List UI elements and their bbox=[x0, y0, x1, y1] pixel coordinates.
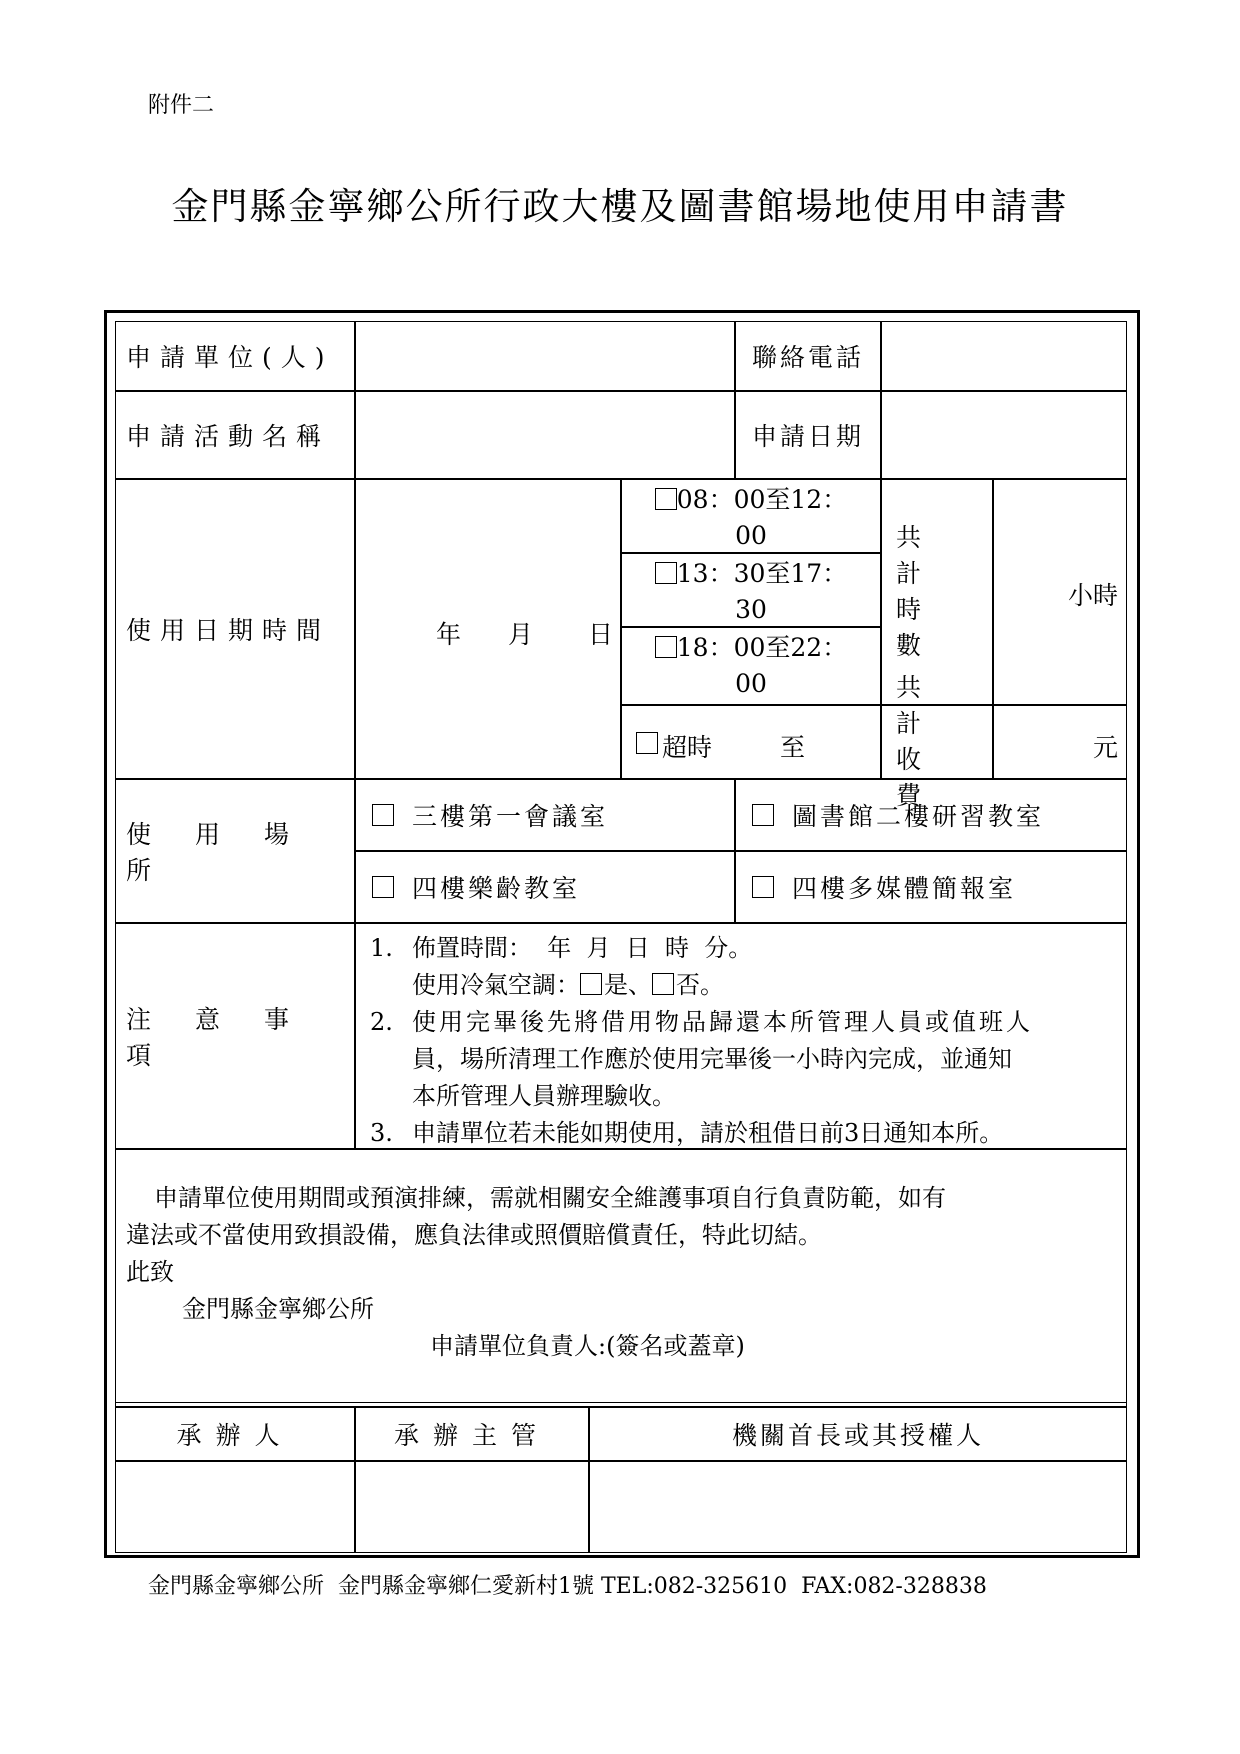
overtime-checkbox[interactable] bbox=[636, 732, 658, 754]
time-slot-afternoon[interactable] bbox=[621, 553, 881, 627]
phone-label: 聯絡電話 bbox=[735, 321, 881, 391]
phone-field[interactable] bbox=[881, 321, 1127, 391]
venue-option-2[interactable] bbox=[735, 779, 1127, 851]
note-2-line-1: 使用完畢後先將借用物品歸還本所管理人員或值班人 bbox=[412, 1008, 1033, 1036]
time-slot-morning[interactable] bbox=[621, 479, 881, 553]
time-slot-afternoon-end: 30 bbox=[735, 595, 767, 624]
total-hours-label-line1: 共計 bbox=[896, 523, 966, 588]
activity-name-label: 申請活動名稱 bbox=[115, 391, 355, 479]
fee-unit-label: 元 bbox=[1092, 733, 1118, 762]
venue-option-1-text: 三樓第一會議室 bbox=[412, 802, 609, 831]
note-2-line-3: 本所管理人員辦理驗收。 bbox=[412, 1082, 676, 1110]
activity-name-field[interactable] bbox=[355, 391, 735, 479]
time-slot-evening-checkbox[interactable] bbox=[655, 636, 677, 658]
venue-option-2-text: 圖書館二樓研習教室 bbox=[792, 802, 1045, 831]
venue-label bbox=[115, 779, 355, 923]
aircon-yes-checkbox[interactable] bbox=[580, 973, 602, 995]
time-slot-morning-text: 08：00至12： bbox=[676, 485, 848, 514]
aircon-label: 使用冷氣空調： bbox=[412, 971, 580, 999]
notes-label bbox=[115, 923, 355, 1149]
time-slot-evening-text: 18：00至22： bbox=[676, 633, 848, 662]
notes-label-text: 注意事項 bbox=[126, 1005, 334, 1070]
overtime-to-label: 至 bbox=[780, 733, 806, 762]
time-slot-morning-checkbox[interactable] bbox=[655, 488, 677, 510]
aircon-no-checkbox[interactable] bbox=[652, 973, 674, 995]
note-3-text: 申請單位若未能如期使用，請於租借日前3日通知本所。 bbox=[412, 1119, 1004, 1147]
head-signature-box[interactable] bbox=[589, 1461, 1127, 1553]
head-header: 機關首長或其授權人 bbox=[589, 1407, 1127, 1461]
venue-label-text: 使用場所 bbox=[126, 820, 334, 885]
venue-option-1-checkbox[interactable] bbox=[372, 804, 394, 826]
time-slot-evening[interactable] bbox=[621, 627, 881, 705]
venue-option-3[interactable] bbox=[355, 851, 735, 923]
venue-option-2-checkbox[interactable] bbox=[752, 804, 774, 826]
total-fee-label-line2: 收費 bbox=[896, 745, 966, 810]
overtime-field[interactable] bbox=[621, 705, 881, 779]
venue-option-3-text: 四樓樂齡教室 bbox=[412, 874, 581, 903]
total-fee-label-line1: 共計 bbox=[896, 673, 966, 738]
hours-unit-label: 小時 bbox=[1067, 581, 1118, 610]
venue-option-3-checkbox[interactable] bbox=[372, 876, 394, 898]
supervisor-header: 承辦主管 bbox=[355, 1407, 589, 1461]
declaration-line-2: 違法或不當使用致損設備，應負法律或照價賠償責任，特此切結。 bbox=[126, 1221, 822, 1249]
handler-header: 承辦人 bbox=[115, 1407, 355, 1461]
venue-option-4-checkbox[interactable] bbox=[752, 876, 774, 898]
usage-date-field[interactable] bbox=[355, 479, 621, 779]
date-year-label: 年 bbox=[436, 620, 462, 649]
attachment-label: 附件二 bbox=[148, 93, 215, 118]
setup-time-text: 佈置時間： 年 月 日 時 分。 bbox=[412, 934, 753, 962]
venue-option-1[interactable] bbox=[355, 779, 735, 851]
handler-signature-box[interactable] bbox=[115, 1461, 355, 1553]
declaration-addressee: 金門縣金寧鄉公所 bbox=[182, 1295, 374, 1323]
apply-date-field[interactable] bbox=[881, 391, 1127, 479]
note-2-line-2: 員，場所清理工作應於使用完畢後一小時內完成，並通知 bbox=[412, 1045, 1012, 1073]
time-slot-afternoon-text: 13：30至17： bbox=[676, 559, 848, 588]
notes-content bbox=[355, 923, 1127, 1149]
applicant-label: 申請單位(人) bbox=[115, 321, 355, 391]
total-fee-field[interactable] bbox=[993, 705, 1127, 779]
declaration bbox=[115, 1149, 1127, 1411]
total-hours-label-line2: 時數 bbox=[896, 595, 966, 660]
form-title: 金門縣金寧鄉公所行政大樓及圖書館場地使用申請書 bbox=[171, 185, 1069, 228]
date-month-label: 月 bbox=[508, 620, 534, 649]
apply-date-label: 申請日期 bbox=[735, 391, 881, 479]
total-fee-label bbox=[881, 673, 993, 810]
time-slot-evening-end: 00 bbox=[735, 669, 767, 698]
overtime-label: 超時 bbox=[662, 733, 713, 762]
application-form bbox=[104, 310, 1140, 1558]
venue-option-4[interactable] bbox=[735, 851, 1127, 923]
note-1-number: 1. bbox=[370, 934, 393, 962]
total-hours-field[interactable] bbox=[993, 479, 1127, 705]
date-day-label: 日 bbox=[588, 620, 614, 649]
note-2-number: 2. bbox=[370, 1008, 393, 1036]
supervisor-signature-box[interactable] bbox=[355, 1461, 589, 1553]
declaration-line-1: 申請單位使用期間或預演排練，需就相關安全維護事項自行負責防範，如有 bbox=[154, 1184, 946, 1212]
note-3-number: 3. bbox=[370, 1119, 393, 1147]
applicant-field[interactable] bbox=[355, 321, 735, 391]
declaration-signature-line: 申請單位負責人:(簽名或蓋章) bbox=[430, 1332, 745, 1360]
usage-datetime-label: 使用日期時間 bbox=[115, 479, 355, 779]
time-slot-afternoon-checkbox[interactable] bbox=[655, 562, 677, 584]
aircon-yes-label: 是、 bbox=[604, 971, 652, 999]
declaration-line-3: 此致 bbox=[126, 1258, 174, 1286]
venue-option-4-text: 四樓多媒體簡報室 bbox=[792, 874, 1017, 903]
footer-contact: 金門縣金寧鄉公所 金門縣金寧鄉仁愛新村1號 TEL:082-325610 FAX:082-328838 bbox=[148, 1574, 987, 1599]
time-slot-morning-end: 00 bbox=[735, 521, 767, 550]
aircon-no-label: 否。 bbox=[676, 971, 724, 999]
